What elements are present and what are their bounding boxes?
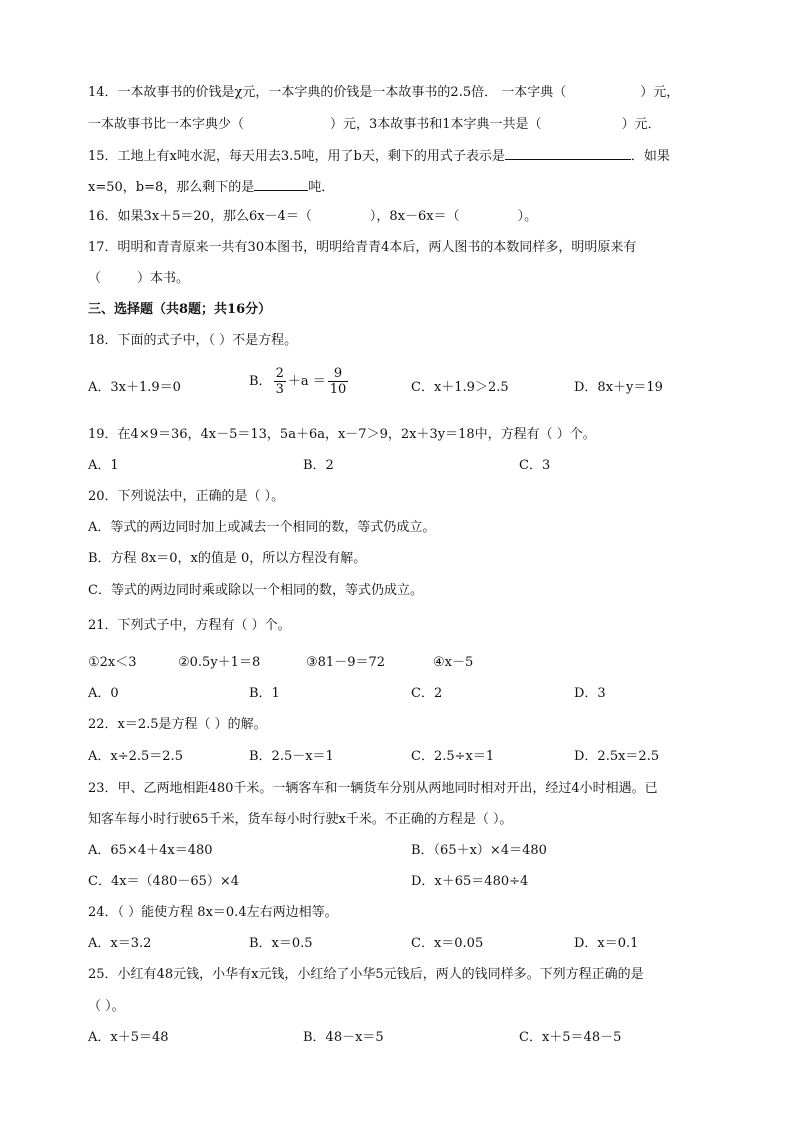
q25-option-a[interactable]: A．x＋5＝48 [88,1030,169,1045]
q24-option-b[interactable]: B．x＝0.5 [249,936,313,951]
q15-line1: 15．工地上有x吨水泥，每天用去3.5吨，用了b天，剩下的用式子表示是 ．如果 [88,146,670,166]
q23-line1: 23．甲、乙两地相距480千米。一辆客车和一辆货车分别从两地同时相对开出，经过4小时相遇。已 [88,781,658,796]
q23-option-a[interactable]: A．65×4＋4x＝480 [88,843,213,858]
section-heading: 三、选择题（共8题；共16分） [88,302,272,317]
q21-option-c[interactable]: C．2 [411,686,443,701]
q16-line: 16．如果3x＋5＝20，那么6x－4＝（ ），8x－6x＝（ ）。 [88,209,538,224]
q22-option-a[interactable]: A．x÷2.5＝2.5 [88,749,183,764]
q21-expression-2: ②0.5y＋1＝8 [178,655,261,670]
q25-option-c[interactable]: C．x＋5＝48－5 [519,1030,622,1045]
q22-option-b[interactable]: B．2.5－x＝1 [249,749,334,764]
q20-option-a[interactable]: A．等式的两边同时加上或减去一个相同的数，等式仍成立。 [88,520,436,535]
q23-line2: 知客车每小时行驶65千米，货车每小时行驶x千米。不正确的方程是（ ）。 [88,812,513,827]
q24-stem: 24．（ ）能使方程 8x＝0.4左右两边相等。 [88,905,338,920]
q21-option-a[interactable]: A．0 [88,686,119,701]
q24-option-d[interactable]: D．x＝0.1 [574,936,639,951]
q25-option-b[interactable]: B．48－x＝5 [303,1030,384,1045]
answer-blank[interactable] [254,177,308,191]
q18-option-d[interactable]: D．8x＋y＝19 [574,380,663,395]
answer-blank[interactable] [505,146,631,160]
q20-option-b[interactable]: B．方程 8x＝0，x的值是 0，所以方程没有解。 [88,551,367,566]
q25-line2: （ ）。 [88,999,125,1014]
q20-option-c[interactable]: C．等式的两边同时乘或除以一个相同的数，等式仍成立。 [88,583,423,598]
q22-option-c[interactable]: C．2.5÷x＝1 [411,749,495,764]
q23-option-b[interactable]: B．（65＋x）×4＝480 [411,843,547,858]
q21-option-b[interactable]: B．1 [249,686,280,701]
q22-option-d[interactable]: D．2.5x＝2.5 [574,749,660,764]
q14-line1: 14．一本故事书的价钱是χ元，一本字典的价钱是一本故事书的2.5倍． 一本字典（ ）元， [88,85,680,100]
q18-stem: 18．下面的式子中，（ ）不是方程。 [88,333,298,348]
q22-stem: 22．x＝2.5是方程（ ）的解。 [88,717,267,732]
q18-option-a[interactable]: A．3x＋1.9＝0 [88,380,181,395]
q19-stem: 19．在4×9＝36，4x－5＝13，5a＋6a，x－7＞9，2x＋3y＝18中，方程有（ ）个。 [88,427,596,442]
q20-stem: 20．下列说法中，正确的是（ ）。 [88,489,285,504]
q24-option-a[interactable]: A．x＝3.2 [88,936,152,951]
q18-option-c[interactable]: C．x＋1.9＞2.5 [411,380,509,395]
q21-expression-3: ③81－9＝72 [306,655,386,670]
q25-line1: 25．小红有48元钱，小华有x元钱，小红给了小华5元钱后，两人的钱同样多。下列方程正确的是 [88,967,644,982]
q19-option-b[interactable]: B．2 [303,458,334,473]
fraction: $\frac{9}{10}$ [329,366,347,397]
q21-stem: 21．下列式子中，方程有（ ）个。 [88,618,291,633]
q17-line2: （ ）本书。 [88,271,190,286]
q14-line2: 一本故事书比一本字典少（ ）元，3本故事书和1本字典一共是（ ）元． [88,117,661,132]
q18-option-b[interactable]: B． $\frac{2}{3}$ ＋a ＝ $\frac{9}{10}$ [249,366,347,397]
q23-option-d[interactable]: D．x＋65＝480÷4 [411,874,529,889]
q21-expression-4: ④x－5 [433,655,474,670]
q19-option-a[interactable]: A．1 [88,458,119,473]
fraction: $\frac{2}{3}$ [275,366,284,397]
q15-line2: x=50，b=8，那么剩下的是 吨． [88,177,334,197]
q21-option-d[interactable]: D．3 [574,686,606,701]
q17-line1: 17．明明和青青原来一共有30本图书，明明给青青4本后，两人图书的本数同样多，明明原来有 [88,240,637,255]
q23-option-c[interactable]: C．4x＝（480－65）×4 [88,874,240,889]
q19-option-c[interactable]: C．3 [519,458,551,473]
q24-option-c[interactable]: C．x＝0.05 [411,936,484,951]
q21-expression-1: ①2x＜3 [88,655,137,670]
